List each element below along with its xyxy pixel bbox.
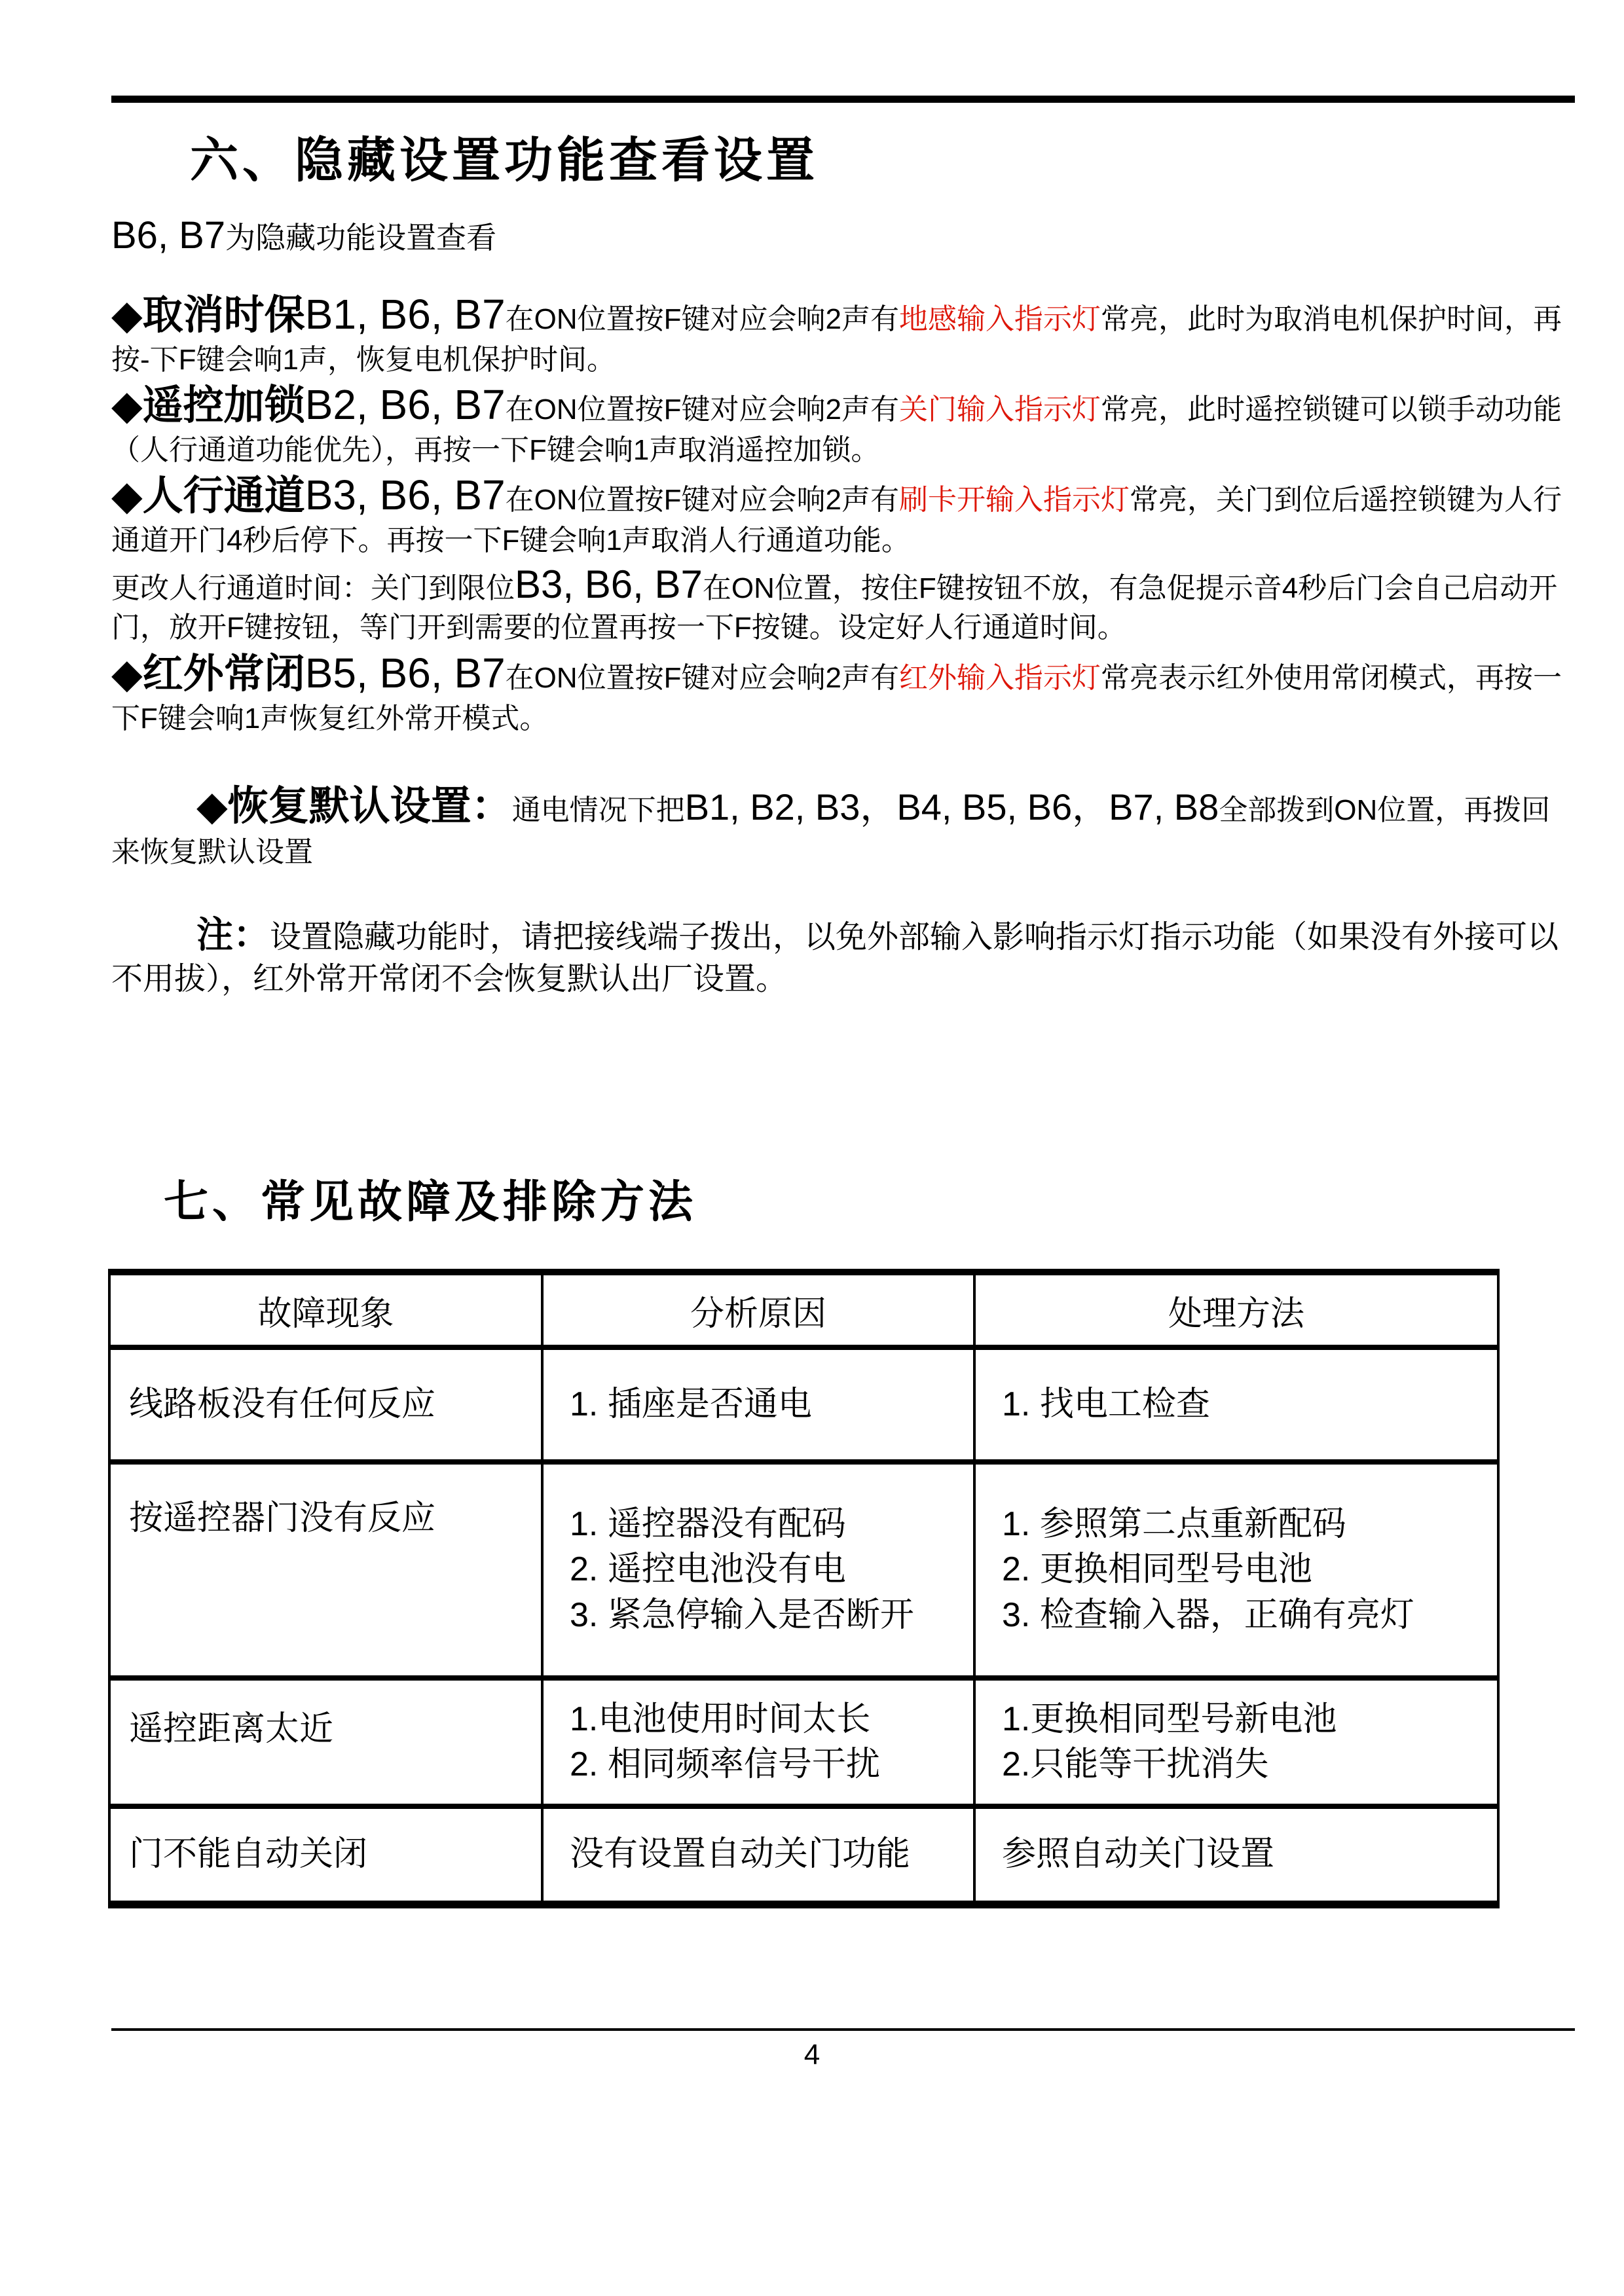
bullet-text: 常亮，关门到位后遥控锁键为人行通道开门4秒后停下。再按一下F键会响1声取消人行通道功能。 [111,484,1562,557]
symptom-cell [109,1462,542,1678]
passage-time-note [111,560,1572,647]
cell-line: 2. 更换相同型号电池 [1002,1550,1312,1589]
cell-line: 3. 紧急停输入是否断开 [570,1595,914,1634]
section6-body [111,288,1572,737]
cell-line: 1.电池使用时间太长 [570,1700,871,1738]
bullet-text: 常亮表示红外使用常闭模式，再按一下F键会响1声恢复红外常开模式。 [111,661,1562,735]
dip-codes: B5, B6, B7 [304,649,506,697]
bullet-cancel-time-protect [111,288,1572,378]
dip-codes: B2, B6, B7 [304,381,506,429]
dip-codes: B3, B6, B7 [304,471,506,519]
cause-cell [542,1347,974,1462]
cell-line: 按遥控器门没有反应 [129,1499,436,1537]
passage-time-text: 更改人行通道时间：关门到限位 [111,572,515,604]
table-row [109,1347,1498,1462]
bullet-remote-lock [111,378,1572,469]
bullet-text: 在ON位置按F键对应会响2声有 [505,484,900,517]
col-header-cause: 分析原因 [542,1272,974,1347]
passage-time-text: 在ON位置，按住F键按钮不放，有急促提示音4秒后门会自己启动开门，放开F键按钮，等门开到需要的位置再按一下F按键。设定好人行通道时间。 [111,572,1558,644]
restore-head: ◆恢复默认设置： [196,784,512,829]
solution-cell [974,1347,1498,1462]
cause-cell [542,1678,974,1806]
cell-line: 1.更换相同型号新电池 [1002,1700,1337,1738]
restore-defaults-paragraph [111,780,1572,871]
cell-line: 1. 插座是否通电 [570,1385,812,1423]
cell-line: 线路板没有任何反应 [129,1385,436,1423]
table-row [109,1462,1498,1678]
cell-line: 门不能自动关闭 [129,1835,368,1874]
note-head: 注： [196,914,270,955]
symptom-cell [109,1678,542,1806]
symptom-cell [109,1347,542,1462]
indicator-name-red: 红外输入指示灯 [899,661,1101,694]
cell-line: 1. 找电工检查 [1002,1385,1210,1423]
bullet-head: ◆遥控加锁 [111,383,305,429]
solution-cell [974,1462,1498,1678]
cell-line: 3. 检查输入器，正确有亮灯 [1002,1595,1414,1634]
bullet-text: 常亮，此时为取消电机保护时间，再按-下F键会响1声，恢复电机保护时间。 [111,303,1562,376]
cell-line: 没有设置自动关门功能 [570,1835,911,1874]
bullet-text: 在ON位置按F键对应会响2声有 [505,393,900,426]
bullet-pedestrian-passage [111,469,1572,559]
cause-cell [542,1806,974,1904]
bullet-head: ◆取消时保 [111,293,305,338]
cause-cell [542,1462,974,1678]
bullet-head: ◆红外常闭 [111,651,305,697]
solution-cell [974,1806,1498,1904]
bullet-text: 在ON位置按F键对应会响2声有 [505,303,900,335]
note-text: 设置隐藏功能时，请把接线端子拨出，以免外部输入影响指示灯指示功能（如果没有外接可以不用拔），红外常开常闭不会恢复默认出厂设置。 [111,920,1559,996]
col-header-symptom: 故障现象 [109,1272,542,1347]
bullet-infrared-nc [111,647,1572,737]
dip-codes: B1, B2, B3，B4, B5, B6，B7, B8 [684,786,1219,828]
cell-line: 2.只能等干扰消失 [1002,1745,1269,1783]
note-paragraph [111,911,1572,1000]
dip-codes: B1, B6, B7 [304,291,506,338]
table-row [109,1678,1498,1806]
cell-line: 2. 相同频率信号干扰 [570,1745,880,1783]
section7-title: 七、常见故障及排除方法 [164,1177,697,1227]
indicator-name-red: 地感输入指示灯 [899,303,1101,335]
section6-subtitle [111,213,496,257]
page-number: 4 [803,2039,821,2071]
subtitle-codes: B6, B7 [111,214,226,257]
section6-title: 六、隐藏设置功能查看设置 [190,133,819,187]
footer-rule [111,2028,1575,2031]
bullet-text: 常亮，此时遥控锁键可以锁手动功能（人行通道功能优先），再按一下F键会响1声取消遥控加锁。 [111,393,1562,467]
solution-cell [974,1678,1498,1806]
top-rule [111,96,1575,103]
bullet-text: 在ON位置按F键对应会响2声有 [505,661,900,694]
bullet-head: ◆人行通道 [111,473,305,519]
troubleshooting-table-wrap [108,1269,1500,1908]
cell-line: 参照自动关门设置 [1002,1835,1275,1874]
cell-line: 1. 遥控器没有配码 [570,1505,846,1544]
restore-text: 全部拨到ON位置，再拨回来恢复默认设置 [111,794,1551,868]
symptom-cell [109,1806,542,1904]
cell-line: 2. 遥控电池没有电 [570,1550,846,1589]
indicator-name-red: 刷卡开输入指示灯 [899,484,1130,517]
table-row [109,1806,1498,1904]
table-header-row [109,1272,1498,1347]
restore-text: 通电情况下把 [511,794,685,826]
cell-line: 1. 参照第二点重新配码 [1002,1505,1346,1544]
col-header-solution: 处理方法 [974,1272,1498,1347]
troubleshooting-table [108,1269,1500,1908]
subtitle-text: 为隐藏功能设置查看 [225,221,497,255]
dip-codes: B3, B6, B7 [515,562,703,606]
indicator-name-red: 关门输入指示灯 [899,393,1101,426]
cell-line: 遥控距离太近 [129,1710,334,1748]
